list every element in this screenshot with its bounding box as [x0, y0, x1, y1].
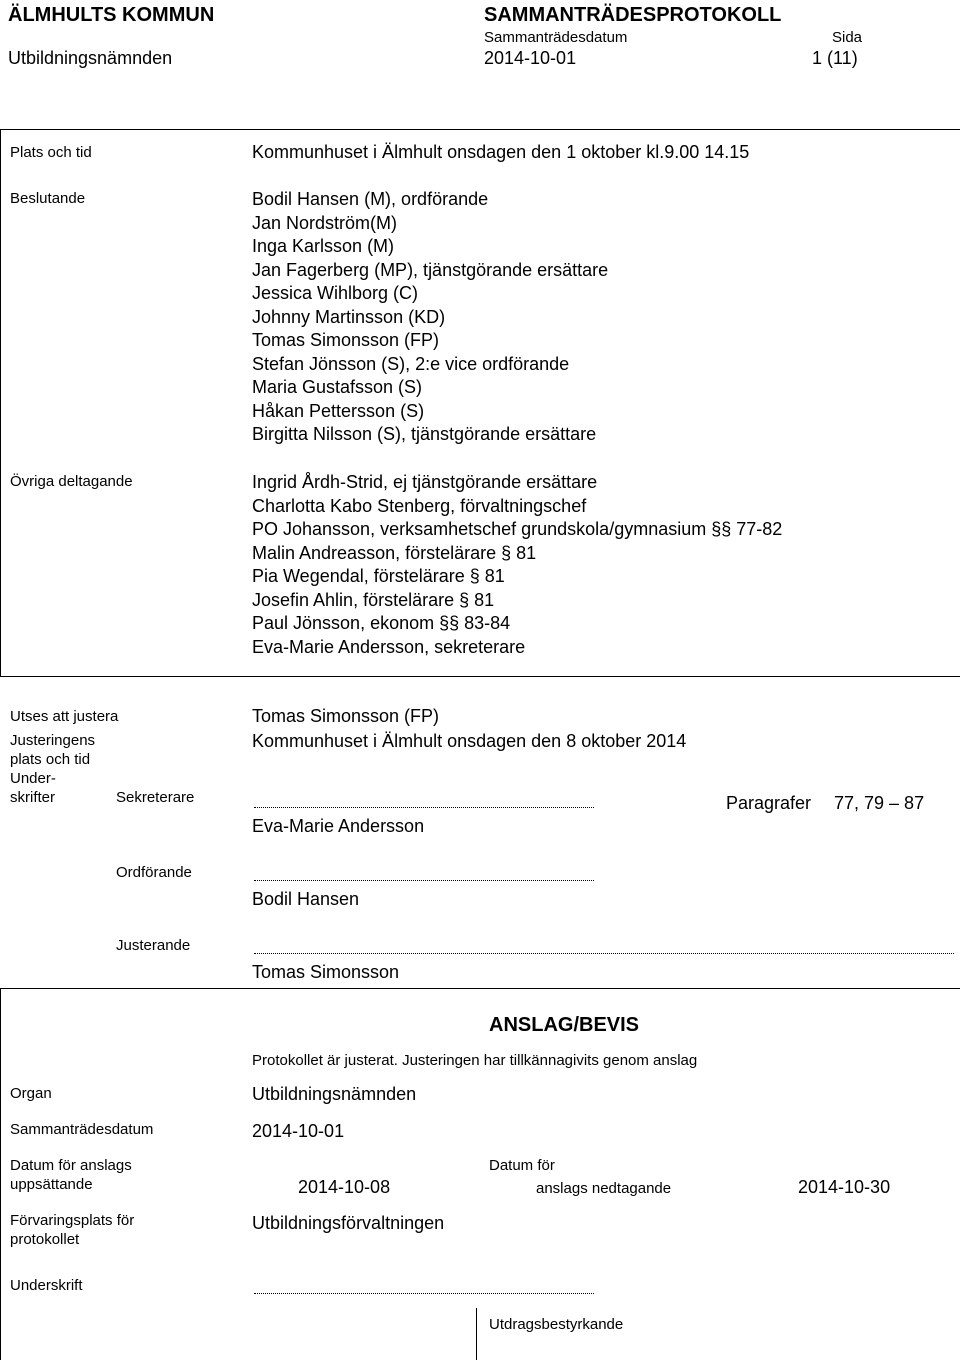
decider-item: Bodil Hansen (M), ordförande: [252, 189, 489, 209]
adjust-place-label-2: plats och tid: [10, 751, 91, 768]
document-title: SAMMANTRÄDESPROTOKOLL: [484, 4, 782, 26]
decider-item: Jan Nordström(M): [252, 212, 398, 233]
certifier-label: Utdragsbestyrkande: [489, 1316, 624, 1333]
signature-label: Underskrift: [10, 1277, 83, 1294]
decider-item: Maria Gustafsson (S): [252, 377, 423, 397]
notice-box-left-border: [0, 988, 1, 1360]
participant-item: Ingrid Årdh-Strid, ej tjänstgörande ersättare: [252, 472, 598, 492]
storage-label-2: protokollet: [10, 1231, 80, 1248]
deciders-label: Beslutande: [10, 190, 86, 207]
secretary-label: Sekreterare: [116, 789, 195, 806]
decider-item: Stefan Jönsson (S), 2:e vice ordförande: [252, 353, 570, 374]
others-list: [252, 471, 782, 659]
notice-title: ANSLAG/BEVIS: [489, 1014, 640, 1036]
participant-item: Malin Andreasson, förstelärare § 81: [252, 542, 537, 563]
organ-label: Organ: [10, 1085, 52, 1102]
posted-label-2: uppsättande: [10, 1176, 93, 1193]
meeting-box-left-border: [0, 129, 1, 677]
municipality-name: ÄLMHULTS KOMMUN: [8, 4, 215, 26]
paragraphs-value: 77, 79 – 87: [834, 793, 925, 813]
removed-label-1: Datum för: [489, 1157, 555, 1174]
meeting-date-label: Sammanträdesdatum: [484, 29, 628, 46]
adjuster-label: Justerande: [116, 937, 191, 954]
signatures-label-2: skrifter: [10, 789, 55, 806]
adjuster-signature-line: [254, 953, 954, 954]
notice-statement: Protokollet är justerat. Justeringen har tillkännagivits genom anslag: [252, 1052, 698, 1069]
deciders-list: [252, 188, 608, 447]
decider-item: Inga Karlsson (M): [252, 236, 395, 256]
posted-label-1: Datum för anslags: [10, 1157, 132, 1174]
decider-item: Håkan Pettersson (S): [252, 400, 425, 421]
notice-box-top-border: [0, 988, 960, 989]
removed-label-2: anslags nedtagande: [536, 1180, 672, 1197]
storage-value: Utbildningsförvaltningen: [252, 1213, 445, 1233]
removed-date: 2014-10-30: [798, 1177, 891, 1197]
decider-item: Jessica Wihlborg (C): [252, 283, 419, 303]
participant-item: Paul Jönsson, ekonom §§ 83-84: [252, 613, 511, 633]
page-label: Sida: [832, 29, 863, 46]
participant-item: Charlotta Kabo Stenberg, förvaltningschef: [252, 495, 587, 516]
adjuster-name: Tomas Simonsson: [252, 962, 400, 982]
storage-label-1: Förvaringsplats för: [10, 1212, 135, 1229]
posted-date: 2014-10-08: [298, 1177, 391, 1197]
meeting-date: 2014-10-01: [484, 48, 577, 68]
organ-value: Utbildningsnämnden: [252, 1084, 417, 1104]
notice-meeting-date: 2014-10-01: [252, 1121, 345, 1141]
meeting-place-time: Kommunhuset i Älmhult onsdagen den 1 oktober kl.9.00 14.15: [252, 142, 750, 162]
notice-signature-line: [254, 1293, 594, 1294]
paragraphs-label: Paragrafer: [726, 793, 812, 813]
participant-item: Eva-Marie Andersson, sekreterare: [252, 636, 526, 657]
chair-name: Bodil Hansen: [252, 889, 360, 909]
meeting-box-top-border: [0, 129, 960, 130]
certifier-box-left-border: [476, 1308, 477, 1360]
decider-item: Johnny Martinsson (KD): [252, 306, 446, 327]
decider-item: Jan Fagerberg (MP), tjänstgörande ersättare: [252, 259, 609, 280]
meeting-box-bottom-border: [0, 676, 960, 677]
page-number: 1 (11): [812, 48, 858, 68]
appointed-adjuster: Tomas Simonsson (FP): [252, 706, 440, 726]
chair-label: Ordförande: [116, 864, 192, 881]
place-label: Plats och tid: [10, 144, 92, 161]
committee-name: Utbildningsnämnden: [8, 48, 173, 68]
participant-item: Pia Wegendal, förstelärare § 81: [252, 566, 505, 586]
appointed-label: Utses att justera: [10, 708, 119, 725]
adjust-place-time: Kommunhuset i Älmhult onsdagen den 8 oktober 2014: [252, 731, 687, 751]
participant-item: Josefin Ahlin, förstelärare § 81: [252, 589, 495, 610]
secretary-signature-line: [254, 807, 594, 808]
secretary-name: Eva-Marie Andersson: [252, 816, 425, 836]
decider-item: Birgitta Nilsson (S), tjänstgörande ersättare: [252, 424, 597, 444]
chair-signature-line: [254, 880, 594, 881]
adjust-place-label-1: Justeringens: [10, 732, 96, 749]
others-label: Övriga deltagande: [10, 473, 133, 490]
notice-meeting-date-label: Sammanträdesdatum: [10, 1121, 154, 1138]
participant-item: PO Johansson, verksamhetschef grundskola/gymnasium §§ 77-82: [252, 519, 783, 539]
signatures-label-1: Under-: [10, 770, 56, 787]
decider-item: Tomas Simonsson (FP): [252, 330, 440, 350]
